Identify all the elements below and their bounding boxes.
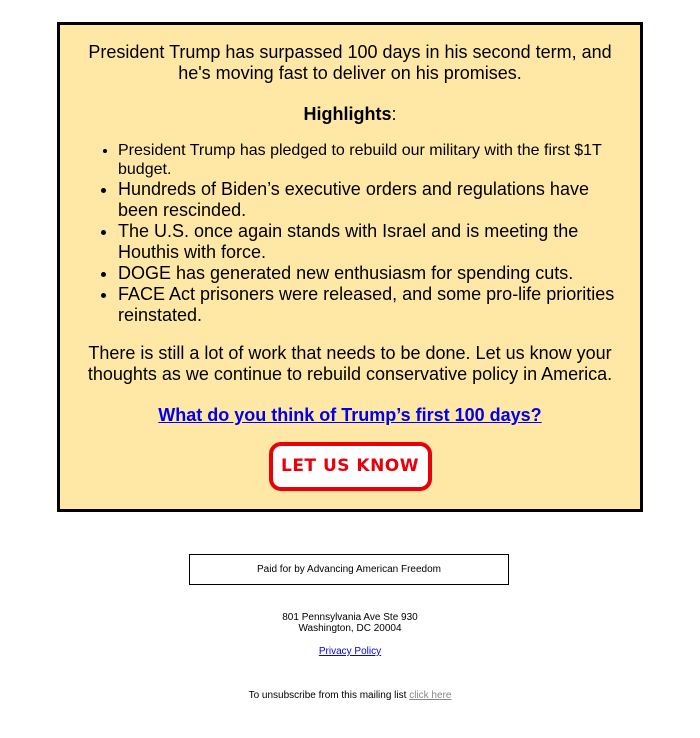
highlights-heading-colon: :: [391, 104, 397, 124]
unsubscribe-text: To unsubscribe from this mailing list: [248, 690, 410, 701]
highlight-item-executive-orders: • Hundreds of Biden’s executive orders and regulations have been rescinded.: [118, 179, 620, 221]
highlight-item-israel: • The U.S. once again stands with Israel and is meeting the Houthis with force.: [118, 221, 620, 263]
closing-paragraph: There is still a lot of work that needs to be done. Let us know your thoughts as we continue to rebuild conservative policy in America.: [87, 343, 613, 384]
highlight-item-face-act: • FACE Act prisoners were released, and some pro-life priorities reinstated.: [118, 284, 620, 326]
let-us-know-button[interactable]: LET US KNOW: [269, 442, 432, 491]
message-callout-box: [57, 22, 643, 512]
paid-for-disclaimer: Paid for by Advancing American Freedom: [189, 554, 509, 585]
highlights-heading: [60, 104, 640, 125]
cta-container: [60, 442, 640, 491]
unsubscribe-line: [0, 690, 700, 702]
privacy-container: [0, 646, 700, 658]
highlight-item-military: • President Trump has pledged to rebuild our military with the first $1T budget.: [118, 141, 620, 179]
address-line-2: Washington, DC 20004: [298, 623, 402, 634]
address-line-1: 801 Pennsylvania Ave Ste 930: [282, 612, 418, 623]
highlights-list: [60, 141, 620, 326]
intro-paragraph: President Trump has surpassed 100 days in his second term, and he's moving fast to deliver on his promises.: [88, 42, 612, 83]
mailing-address: [0, 612, 700, 634]
privacy-policy-link[interactable]: Privacy Policy: [318, 646, 382, 657]
unsubscribe-link[interactable]: click here: [409, 690, 452, 701]
highlight-item-doge: • DOGE has generated new enthusiasm for spending cuts.: [118, 263, 620, 284]
survey-link[interactable]: What do you think of Trump’s first 100 days?: [158, 405, 542, 425]
highlights-heading-label: Highlights: [303, 104, 392, 124]
